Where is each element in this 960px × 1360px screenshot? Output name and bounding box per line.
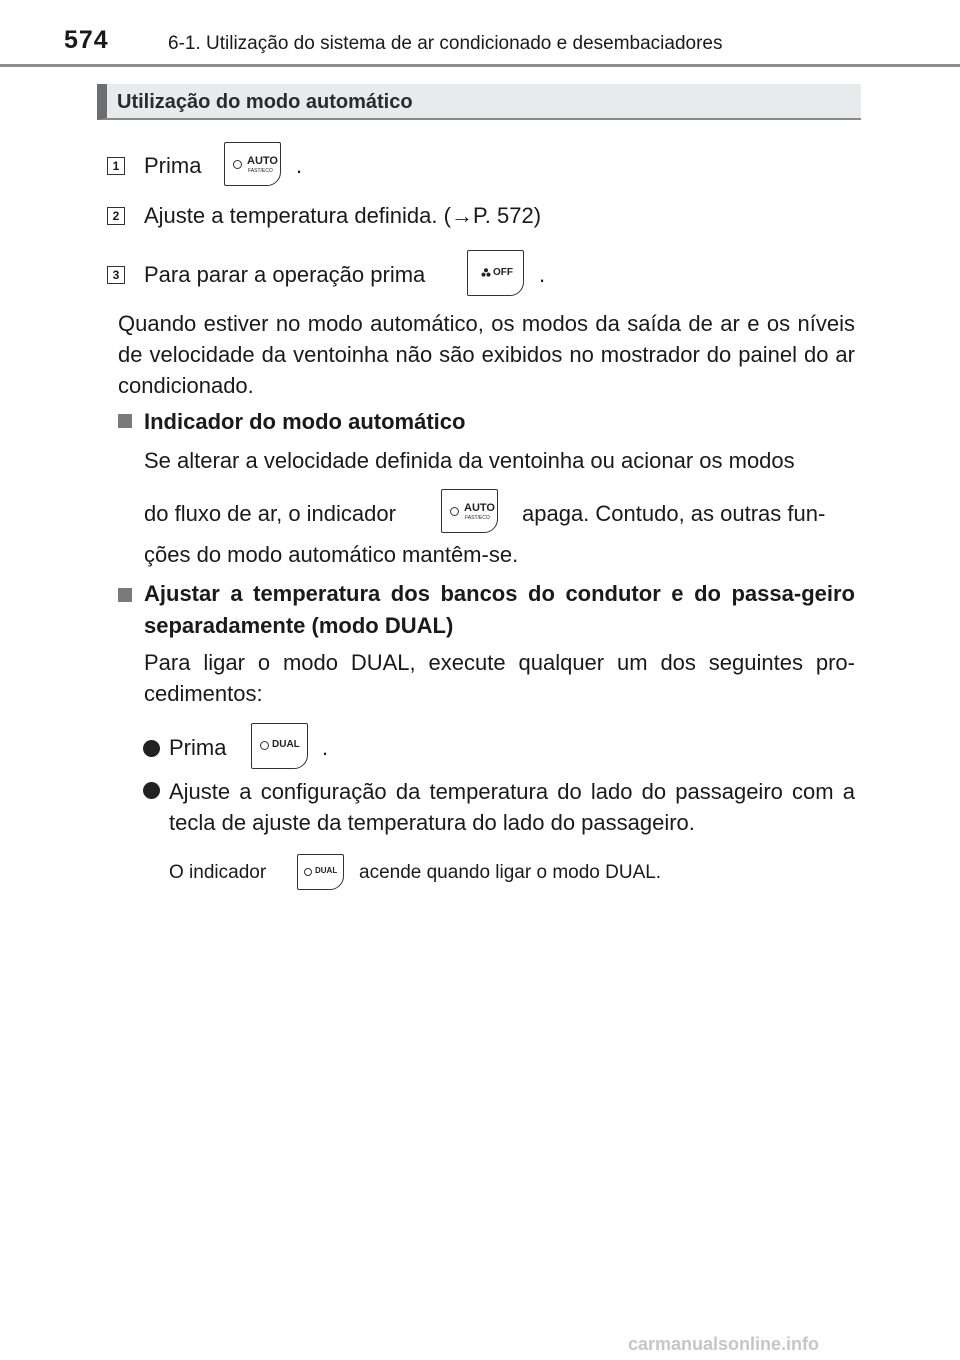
dual-heading: Ajustar a temperatura dos bancos do condutor e do passa-geiro separadamente (modo DUAL) xyxy=(144,581,855,638)
auto-button xyxy=(224,142,281,186)
auto-indicator-button xyxy=(441,489,498,533)
intro-paragraph: Quando estiver no modo automático, os modos da saída de ar e os níveis de velocidade da ventoinha não são exibidos no mostrador do painel do ar condicionado. xyxy=(118,311,855,398)
dual-note-before: O indicador xyxy=(169,862,267,883)
section-bar xyxy=(97,84,861,120)
indicator-lamp-icon xyxy=(450,507,459,516)
dual-button-label: DUAL xyxy=(272,739,300,750)
running-header: 6-1. Utilização do sistema de ar condicionado e desembaciadores xyxy=(168,33,723,54)
indicator-lamp-icon xyxy=(233,160,242,169)
square-bullet xyxy=(118,414,132,428)
dual-button xyxy=(251,723,308,769)
dual-note-after: acende quando ligar o modo DUAL. xyxy=(359,862,662,883)
step-number-1: 1 xyxy=(107,157,125,175)
off-button-label: OFF xyxy=(493,267,513,278)
auto-indicator-line-2a: do fluxo de ar, o indicador xyxy=(144,501,396,526)
auto-indicator-line-3: ções do modo automático mantêm-se. xyxy=(144,542,519,567)
indicator-lamp-icon xyxy=(260,741,269,750)
auto-indicator-button-sublabel: FAST/ECO xyxy=(465,515,490,521)
auto-indicator-heading: Indicador do modo automático xyxy=(144,409,466,434)
square-bullet xyxy=(118,588,132,602)
dual-intro: Para ligar o modo DUAL, execute qualquer um dos seguintes pro-cedimentos: xyxy=(144,650,855,706)
dual-bullet-1-text: Prima xyxy=(169,735,227,760)
auto-button-sublabel: FAST/ECO xyxy=(248,168,273,174)
fan-icon xyxy=(481,268,491,278)
auto-indicator-line-2b: apaga. Contudo, as outras fun- xyxy=(522,501,826,526)
indicator-lamp-icon xyxy=(304,868,312,876)
step-1-text: Prima xyxy=(144,153,202,178)
step-3-text: Para parar a operação prima xyxy=(144,262,426,287)
auto-button-label: AUTO xyxy=(247,155,278,167)
dual-indicator-button-label: DUAL xyxy=(315,866,338,875)
off-button xyxy=(467,250,524,296)
dot-bullet xyxy=(143,782,160,799)
auto-indicator-button-label: AUTO xyxy=(464,502,495,514)
dual-indicator-button xyxy=(297,854,344,890)
step-1-period: . xyxy=(296,153,303,178)
dot-bullet xyxy=(143,740,160,757)
step-number-2: 2 xyxy=(107,207,125,225)
step-number-3: 3 xyxy=(107,266,125,284)
footer-watermark: carmanualsonline.info xyxy=(628,1334,820,1354)
header-rule xyxy=(0,64,960,67)
step-2-text: Ajuste a temperatura definida. (→P. 572) xyxy=(144,203,542,228)
section-title: Utilização do modo automático xyxy=(117,91,413,113)
auto-indicator-line-1: Se alterar a velocidade definida da ventoinha ou acionar os modos xyxy=(144,448,795,473)
page-number: 574 xyxy=(64,26,109,54)
dual-bullet-1-period: . xyxy=(322,735,329,760)
step-3-period: . xyxy=(539,262,546,287)
dual-bullet-2-text: Ajuste a configuração da temperatura do lado do passageiro com a tecla de ajuste da temperatura do lado do passageiro. xyxy=(169,779,855,835)
